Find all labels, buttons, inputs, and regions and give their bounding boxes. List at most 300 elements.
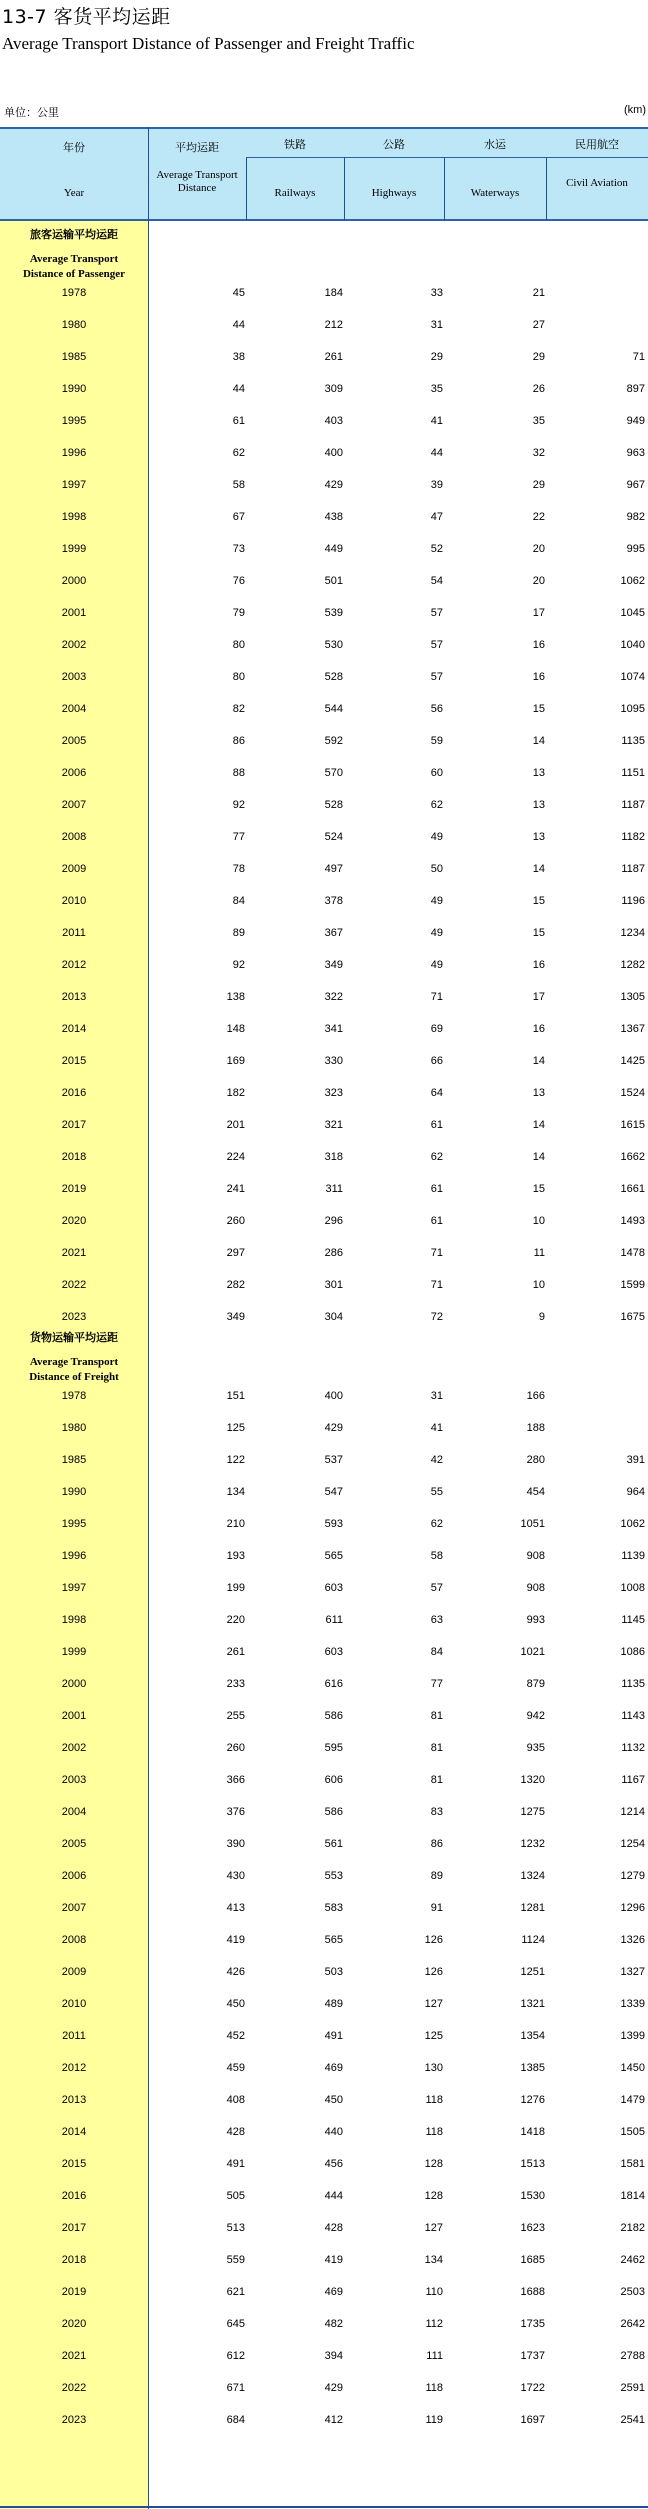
cell-civil-aviation: 1661 (620, 1183, 645, 1195)
cell-highways: 41 (430, 1422, 443, 1434)
cell-average: 92 (232, 799, 245, 811)
cell-highways: 77 (430, 1678, 443, 1690)
table-row (0, 1860, 648, 1892)
cell-waterways: 1124 (521, 1934, 545, 1946)
cell-highways: 128 (424, 2190, 443, 2202)
cell-civil-aviation: 1505 (620, 2126, 645, 2138)
cell-year: 2018 (61, 1151, 87, 1163)
cell-average: 134 (226, 1486, 245, 1498)
cell-year: 1978 (61, 287, 87, 299)
cell-highways: 62 (430, 1151, 443, 1163)
cell-highways: 57 (430, 639, 443, 651)
cell-highways: 89 (430, 1870, 443, 1882)
cell-average: 430 (226, 1870, 245, 1882)
cell-average: 138 (226, 991, 245, 1003)
cell-waterways: 15 (532, 927, 545, 939)
cell-average: 80 (232, 639, 245, 651)
cell-average: 376 (226, 1806, 245, 1818)
table-row (0, 597, 648, 629)
cell-highways: 118 (425, 2382, 443, 2394)
cell-waterways: 993 (526, 1614, 545, 1626)
cell-highways: 126 (424, 1966, 443, 1978)
cell-waterways: 1737 (520, 2350, 545, 2362)
table-row (0, 1269, 648, 1301)
table-row (0, 2372, 648, 2404)
header-hwy-cn: 公路 (383, 138, 405, 151)
cell-railways: 323 (324, 1087, 343, 1099)
cell-average: 45 (232, 287, 245, 299)
cell-waterways: 1276 (520, 2094, 545, 2106)
cell-highways: 42 (430, 1454, 443, 1466)
cell-highways: 112 (425, 2318, 443, 2330)
table-row (0, 2084, 648, 2116)
cell-year: 2000 (61, 1678, 87, 1690)
cell-civil-aviation: 963 (626, 447, 645, 459)
cell-railways: 301 (324, 1279, 343, 1291)
table-row (0, 1141, 648, 1173)
cell-civil-aviation: 1139 (621, 1550, 645, 1562)
cell-civil-aviation: 1062 (620, 1518, 645, 1530)
cell-waterways: 935 (526, 1742, 545, 1754)
cell-highways: 125 (424, 2030, 443, 2042)
table-row (0, 1572, 648, 1604)
table-row (0, 277, 648, 309)
cell-waterways: 16 (532, 639, 545, 651)
cell-average: 255 (226, 1710, 245, 1722)
header-water-en: Waterways (470, 187, 520, 199)
table-row (0, 1924, 648, 1956)
cell-civil-aviation: 1479 (620, 2094, 645, 2106)
cell-year: 2012 (61, 2062, 87, 2074)
header-civ-en: Civil Aviation (566, 177, 628, 189)
cell-year: 2008 (61, 831, 87, 843)
cell-civil-aviation: 1187 (621, 863, 645, 875)
cell-year: 1995 (61, 1518, 87, 1530)
table-row (0, 693, 648, 725)
cell-railways: 603 (324, 1582, 343, 1594)
table-row (0, 405, 648, 437)
cell-year: 2011 (62, 2030, 86, 2042)
cell-year: 2015 (61, 2158, 87, 2170)
table-row (0, 1077, 648, 1109)
cell-average: 419 (226, 1934, 245, 1946)
cell-civil-aviation: 1214 (620, 1806, 645, 1818)
cell-year: 2009 (61, 1966, 87, 1978)
table-row (0, 1604, 648, 1636)
cell-highways: 119 (425, 2414, 443, 2426)
cell-year: 1998 (61, 511, 87, 523)
table-row (0, 1508, 648, 1540)
table-row (0, 1412, 648, 1444)
cell-waterways: 20 (532, 575, 545, 587)
cell-highways: 61 (430, 1119, 443, 1131)
table-row (0, 1764, 648, 1796)
table-row (0, 789, 648, 821)
cell-highways: 56 (430, 703, 443, 715)
cell-year: 2010 (61, 1998, 87, 2010)
cell-railways: 449 (324, 543, 343, 555)
cell-average: 78 (232, 863, 245, 875)
cell-railways: 212 (324, 319, 343, 331)
cell-average: 58 (232, 479, 245, 491)
cell-highways: 49 (430, 959, 443, 971)
cell-railways: 403 (324, 415, 343, 427)
header-avg-en: Average Transport Distance (156, 169, 238, 194)
cell-waterways: 1232 (520, 1838, 545, 1850)
cell-waterways: 16 (532, 671, 545, 683)
cell-average: 260 (226, 1215, 245, 1227)
table-row (0, 757, 648, 789)
cell-civil-aviation: 1182 (621, 831, 645, 843)
cell-civil-aviation: 1045 (620, 607, 645, 619)
cell-civil-aviation: 1095 (620, 703, 645, 715)
cell-railways: 561 (324, 1838, 343, 1850)
cell-waterways: 15 (532, 1183, 545, 1195)
cell-waterways: 1513 (520, 2158, 545, 2170)
column-divider (344, 157, 345, 221)
cell-average: 73 (232, 543, 245, 555)
cell-year: 2017 (61, 1119, 87, 1131)
cell-railways: 482 (324, 2318, 343, 2330)
cell-railways: 286 (324, 1247, 343, 1259)
cell-highways: 49 (430, 831, 443, 843)
cell-highways: 71 (430, 1247, 443, 1259)
table-row (0, 1892, 648, 1924)
cell-year: 2008 (61, 1934, 87, 1946)
table-row (0, 1540, 648, 1572)
cell-year: 2013 (61, 2094, 87, 2106)
cell-average: 80 (232, 671, 245, 683)
column-divider (546, 157, 547, 221)
column-divider (246, 157, 247, 221)
cell-average: 224 (226, 1151, 245, 1163)
table-row (0, 1109, 648, 1141)
cell-average: 89 (232, 927, 245, 939)
cell-civil-aviation: 1135 (621, 735, 645, 747)
cell-railways: 603 (324, 1646, 343, 1658)
table-header (0, 127, 648, 221)
cell-waterways: 13 (532, 799, 545, 811)
cell-railways: 428 (324, 2222, 343, 2234)
cell-railways: 503 (324, 1966, 343, 1978)
cell-waterways: 1051 (520, 1518, 545, 1530)
cell-average: 260 (226, 1742, 245, 1754)
cell-railways: 595 (324, 1742, 343, 1754)
cell-waterways: 17 (532, 607, 545, 619)
cell-year: 1999 (61, 1646, 87, 1658)
cell-year: 2016 (61, 1087, 87, 1099)
cell-year: 2019 (61, 2286, 87, 2298)
cell-year: 2015 (61, 1055, 87, 1067)
table-row (0, 2116, 648, 2148)
cell-waterways: 35 (532, 415, 545, 427)
cell-civil-aviation: 1524 (620, 1087, 645, 1099)
cell-highways: 49 (430, 895, 443, 907)
cell-railways: 544 (324, 703, 343, 715)
cell-average: 413 (226, 1902, 245, 1914)
cell-civil-aviation: 1196 (621, 895, 645, 907)
cell-highways: 118 (425, 2126, 443, 2138)
cell-average: 426 (226, 1966, 245, 1978)
cell-year: 2010 (61, 895, 87, 907)
cell-waterways: 879 (526, 1678, 545, 1690)
cell-year: 1990 (61, 383, 87, 395)
cell-waterways: 17 (532, 991, 545, 1003)
cell-year: 2001 (61, 1710, 87, 1722)
cell-railways: 330 (324, 1055, 343, 1067)
cell-average: 505 (226, 2190, 245, 2202)
cell-railways: 586 (324, 1806, 343, 1818)
cell-railways: 469 (324, 2062, 343, 2074)
cell-waterways: 454 (526, 1486, 545, 1498)
cell-railways: 322 (324, 991, 343, 1003)
cell-average: 450 (226, 1998, 245, 2010)
cell-year: 1980 (61, 319, 87, 331)
cell-railways: 440 (324, 2126, 343, 2138)
cell-average: 282 (226, 1279, 245, 1291)
cell-civil-aviation: 2462 (620, 2254, 645, 2266)
table-row (0, 373, 648, 405)
cell-civil-aviation: 1399 (620, 2030, 645, 2042)
table-row (0, 885, 648, 917)
cell-highways: 64 (430, 1087, 443, 1099)
cell-year: 1996 (61, 447, 87, 459)
cell-average: 82 (232, 703, 245, 715)
cell-civil-aviation: 1167 (621, 1774, 645, 1786)
cell-average: 671 (226, 2382, 245, 2394)
cell-waterways: 13 (532, 767, 545, 779)
cell-civil-aviation: 1327 (620, 1966, 645, 1978)
cell-year: 1998 (61, 1614, 87, 1626)
cell-highways: 50 (430, 863, 443, 875)
cell-civil-aviation: 967 (626, 479, 645, 491)
cell-highways: 84 (430, 1646, 443, 1658)
cell-average: 233 (226, 1678, 245, 1690)
table-row (0, 661, 648, 693)
cell-highways: 59 (430, 735, 443, 747)
table-row (0, 2180, 648, 2212)
cell-waterways: 188 (526, 1422, 545, 1434)
cell-waterways: 1697 (520, 2414, 545, 2426)
cell-railways: 400 (324, 1390, 343, 1402)
cell-waterways: 1321 (520, 1998, 545, 2010)
cell-civil-aviation: 1086 (620, 1646, 645, 1658)
cell-average: 67 (232, 511, 245, 523)
cell-civil-aviation: 964 (626, 1486, 645, 1498)
cell-highways: 52 (430, 543, 443, 555)
cell-railways: 586 (324, 1710, 343, 1722)
cell-railways: 528 (324, 671, 343, 683)
cell-waterways: 11 (533, 1247, 545, 1259)
cell-civil-aviation: 2541 (620, 2414, 645, 2426)
cell-highways: 81 (430, 1710, 443, 1722)
page-title-en: Average Transport Distance of Passenger and Freight Traffic (2, 34, 415, 53)
cell-average: 390 (226, 1838, 245, 1850)
cell-average: 645 (226, 2318, 245, 2330)
cell-year: 2007 (61, 1902, 87, 1914)
cell-average: 199 (226, 1582, 245, 1594)
header-year-cn: 年份 (63, 141, 85, 154)
table-row (0, 2276, 648, 2308)
cell-waterways: 1722 (520, 2382, 545, 2394)
table-row (0, 1045, 648, 1077)
cell-waterways: 1530 (520, 2190, 545, 2202)
cell-year: 2022 (61, 2382, 87, 2394)
cell-waterways: 10 (532, 1215, 545, 1227)
cell-average: 366 (226, 1774, 245, 1786)
cell-waterways: 10 (532, 1279, 545, 1291)
cell-average: 62 (232, 447, 245, 459)
cell-average: 297 (226, 1247, 245, 1259)
table-row (0, 2308, 648, 2340)
cell-year: 2009 (61, 863, 87, 875)
cell-railways: 553 (324, 1870, 343, 1882)
cell-highways: 35 (430, 383, 443, 395)
cell-waterways: 1281 (520, 1902, 545, 1914)
cell-year: 2002 (61, 639, 87, 651)
cell-year: 1999 (61, 543, 87, 555)
cell-civil-aviation: 1662 (620, 1151, 645, 1163)
table-row (0, 1205, 648, 1237)
table-row (0, 341, 648, 373)
cell-highways: 31 (430, 1390, 443, 1402)
cell-waterways: 1021 (520, 1646, 545, 1658)
cell-railways: 570 (324, 767, 343, 779)
table-row (0, 1380, 648, 1412)
cell-highways: 61 (430, 1183, 443, 1195)
cell-waterways: 15 (532, 895, 545, 907)
cell-waterways: 1275 (520, 1806, 545, 1818)
cell-waterways: 14 (532, 735, 545, 747)
cell-railways: 318 (324, 1151, 343, 1163)
cell-waterways: 1688 (520, 2286, 545, 2298)
cell-year: 2020 (61, 2318, 87, 2330)
cell-civil-aviation: 1296 (620, 1902, 645, 1914)
cell-average: 76 (232, 575, 245, 587)
header-hwy-en: Highways (371, 187, 417, 199)
cell-waterways: 1320 (520, 1774, 545, 1786)
cell-railways: 341 (324, 1023, 343, 1035)
cell-average: 684 (226, 2414, 245, 2426)
cell-waterways: 13 (532, 1087, 545, 1099)
cell-average: 86 (232, 735, 245, 747)
cell-average: 452 (226, 2030, 245, 2042)
cell-civil-aviation: 1814 (620, 2190, 645, 2202)
cell-highways: 62 (430, 799, 443, 811)
cell-waterways: 1418 (520, 2126, 545, 2138)
cell-waterways: 14 (532, 1119, 545, 1131)
cell-railways: 456 (324, 2158, 343, 2170)
cell-highways: 134 (424, 2254, 443, 2266)
cell-civil-aviation: 1675 (620, 1311, 645, 1323)
cell-highways: 33 (430, 287, 443, 299)
cell-civil-aviation (546, 1380, 645, 1412)
cell-average: 612 (226, 2350, 245, 2362)
table-row (0, 1301, 648, 1333)
table-row (0, 853, 648, 885)
cell-civil-aviation: 2591 (620, 2382, 645, 2394)
table-row (0, 821, 648, 853)
cell-year: 2003 (61, 671, 87, 683)
header-rail-cn: 铁路 (284, 138, 306, 151)
cell-civil-aviation: 1040 (620, 639, 645, 651)
cell-highways: 58 (430, 1550, 443, 1562)
cell-year: 2021 (61, 1247, 87, 1259)
cell-highways: 118 (425, 2094, 443, 2106)
cell-highways: 127 (424, 1998, 443, 2010)
cell-civil-aviation: 1493 (620, 1215, 645, 1227)
cell-highways: 54 (430, 575, 443, 587)
cell-year: 2023 (61, 2414, 87, 2426)
cell-waterways: 20 (532, 543, 545, 555)
cell-average: 559 (226, 2254, 245, 2266)
cell-year: 1997 (61, 1582, 87, 1594)
cell-civil-aviation: 1254 (620, 1838, 645, 1850)
cell-year: 1996 (61, 1550, 87, 1562)
cell-railways: 469 (324, 2286, 343, 2298)
header-top-rule (0, 127, 648, 129)
header-subgroup-rule (246, 157, 648, 158)
cell-year: 2014 (61, 1023, 87, 1035)
cell-civil-aviation: 1599 (620, 1279, 645, 1291)
table-row (0, 501, 648, 533)
cell-railways: 429 (324, 1422, 343, 1434)
table-row (0, 981, 648, 1013)
cell-railways: 184 (324, 287, 343, 299)
header-avg-cn: 平均运距 (175, 141, 219, 154)
cell-civil-aviation: 1425 (620, 1055, 645, 1067)
cell-civil-aviation: 982 (626, 511, 645, 523)
cell-railways: 311 (325, 1183, 343, 1195)
cell-waterways: 14 (532, 1055, 545, 1067)
cell-highways: 44 (430, 447, 443, 459)
cell-highways: 130 (424, 2062, 443, 2074)
section-passenger-label (0, 227, 148, 282)
section-freight-label-cn: 货物运输平均运距 (30, 1331, 118, 1344)
cell-civil-aviation: 1367 (620, 1023, 645, 1035)
cell-highways: 66 (430, 1055, 443, 1067)
cell-civil-aviation: 1135 (621, 1678, 645, 1690)
cell-waterways: 14 (532, 863, 545, 875)
cell-railways: 524 (324, 831, 343, 843)
cell-civil-aviation: 2182 (620, 2222, 645, 2234)
cell-year: 2016 (61, 2190, 87, 2202)
cell-year: 1978 (61, 1390, 87, 1402)
cell-waterways: 1623 (520, 2222, 545, 2234)
cell-civil-aviation: 1132 (621, 1742, 645, 1754)
cell-railways: 583 (324, 1902, 343, 1914)
cell-waterways: 29 (532, 479, 545, 491)
table-row (0, 1956, 648, 1988)
table-row (0, 917, 648, 949)
cell-waterways: 1385 (520, 2062, 545, 2074)
table-row (0, 309, 648, 341)
cell-civil-aviation: 1615 (620, 1119, 645, 1131)
cell-waterways: 21 (532, 287, 545, 299)
section-freight-label (0, 1330, 148, 1385)
cell-civil-aviation: 1478 (620, 1247, 645, 1259)
cell-average: 201 (226, 1119, 245, 1131)
cell-highways: 81 (430, 1774, 443, 1786)
cell-average: 182 (226, 1087, 245, 1099)
cell-highways: 39 (430, 479, 443, 491)
table-row (0, 565, 648, 597)
cell-average: 88 (232, 767, 245, 779)
cell-waterways: 15 (532, 703, 545, 715)
cell-railways: 304 (324, 1311, 343, 1323)
cell-waterways: 1735 (520, 2318, 545, 2330)
table-row (0, 2148, 648, 2180)
